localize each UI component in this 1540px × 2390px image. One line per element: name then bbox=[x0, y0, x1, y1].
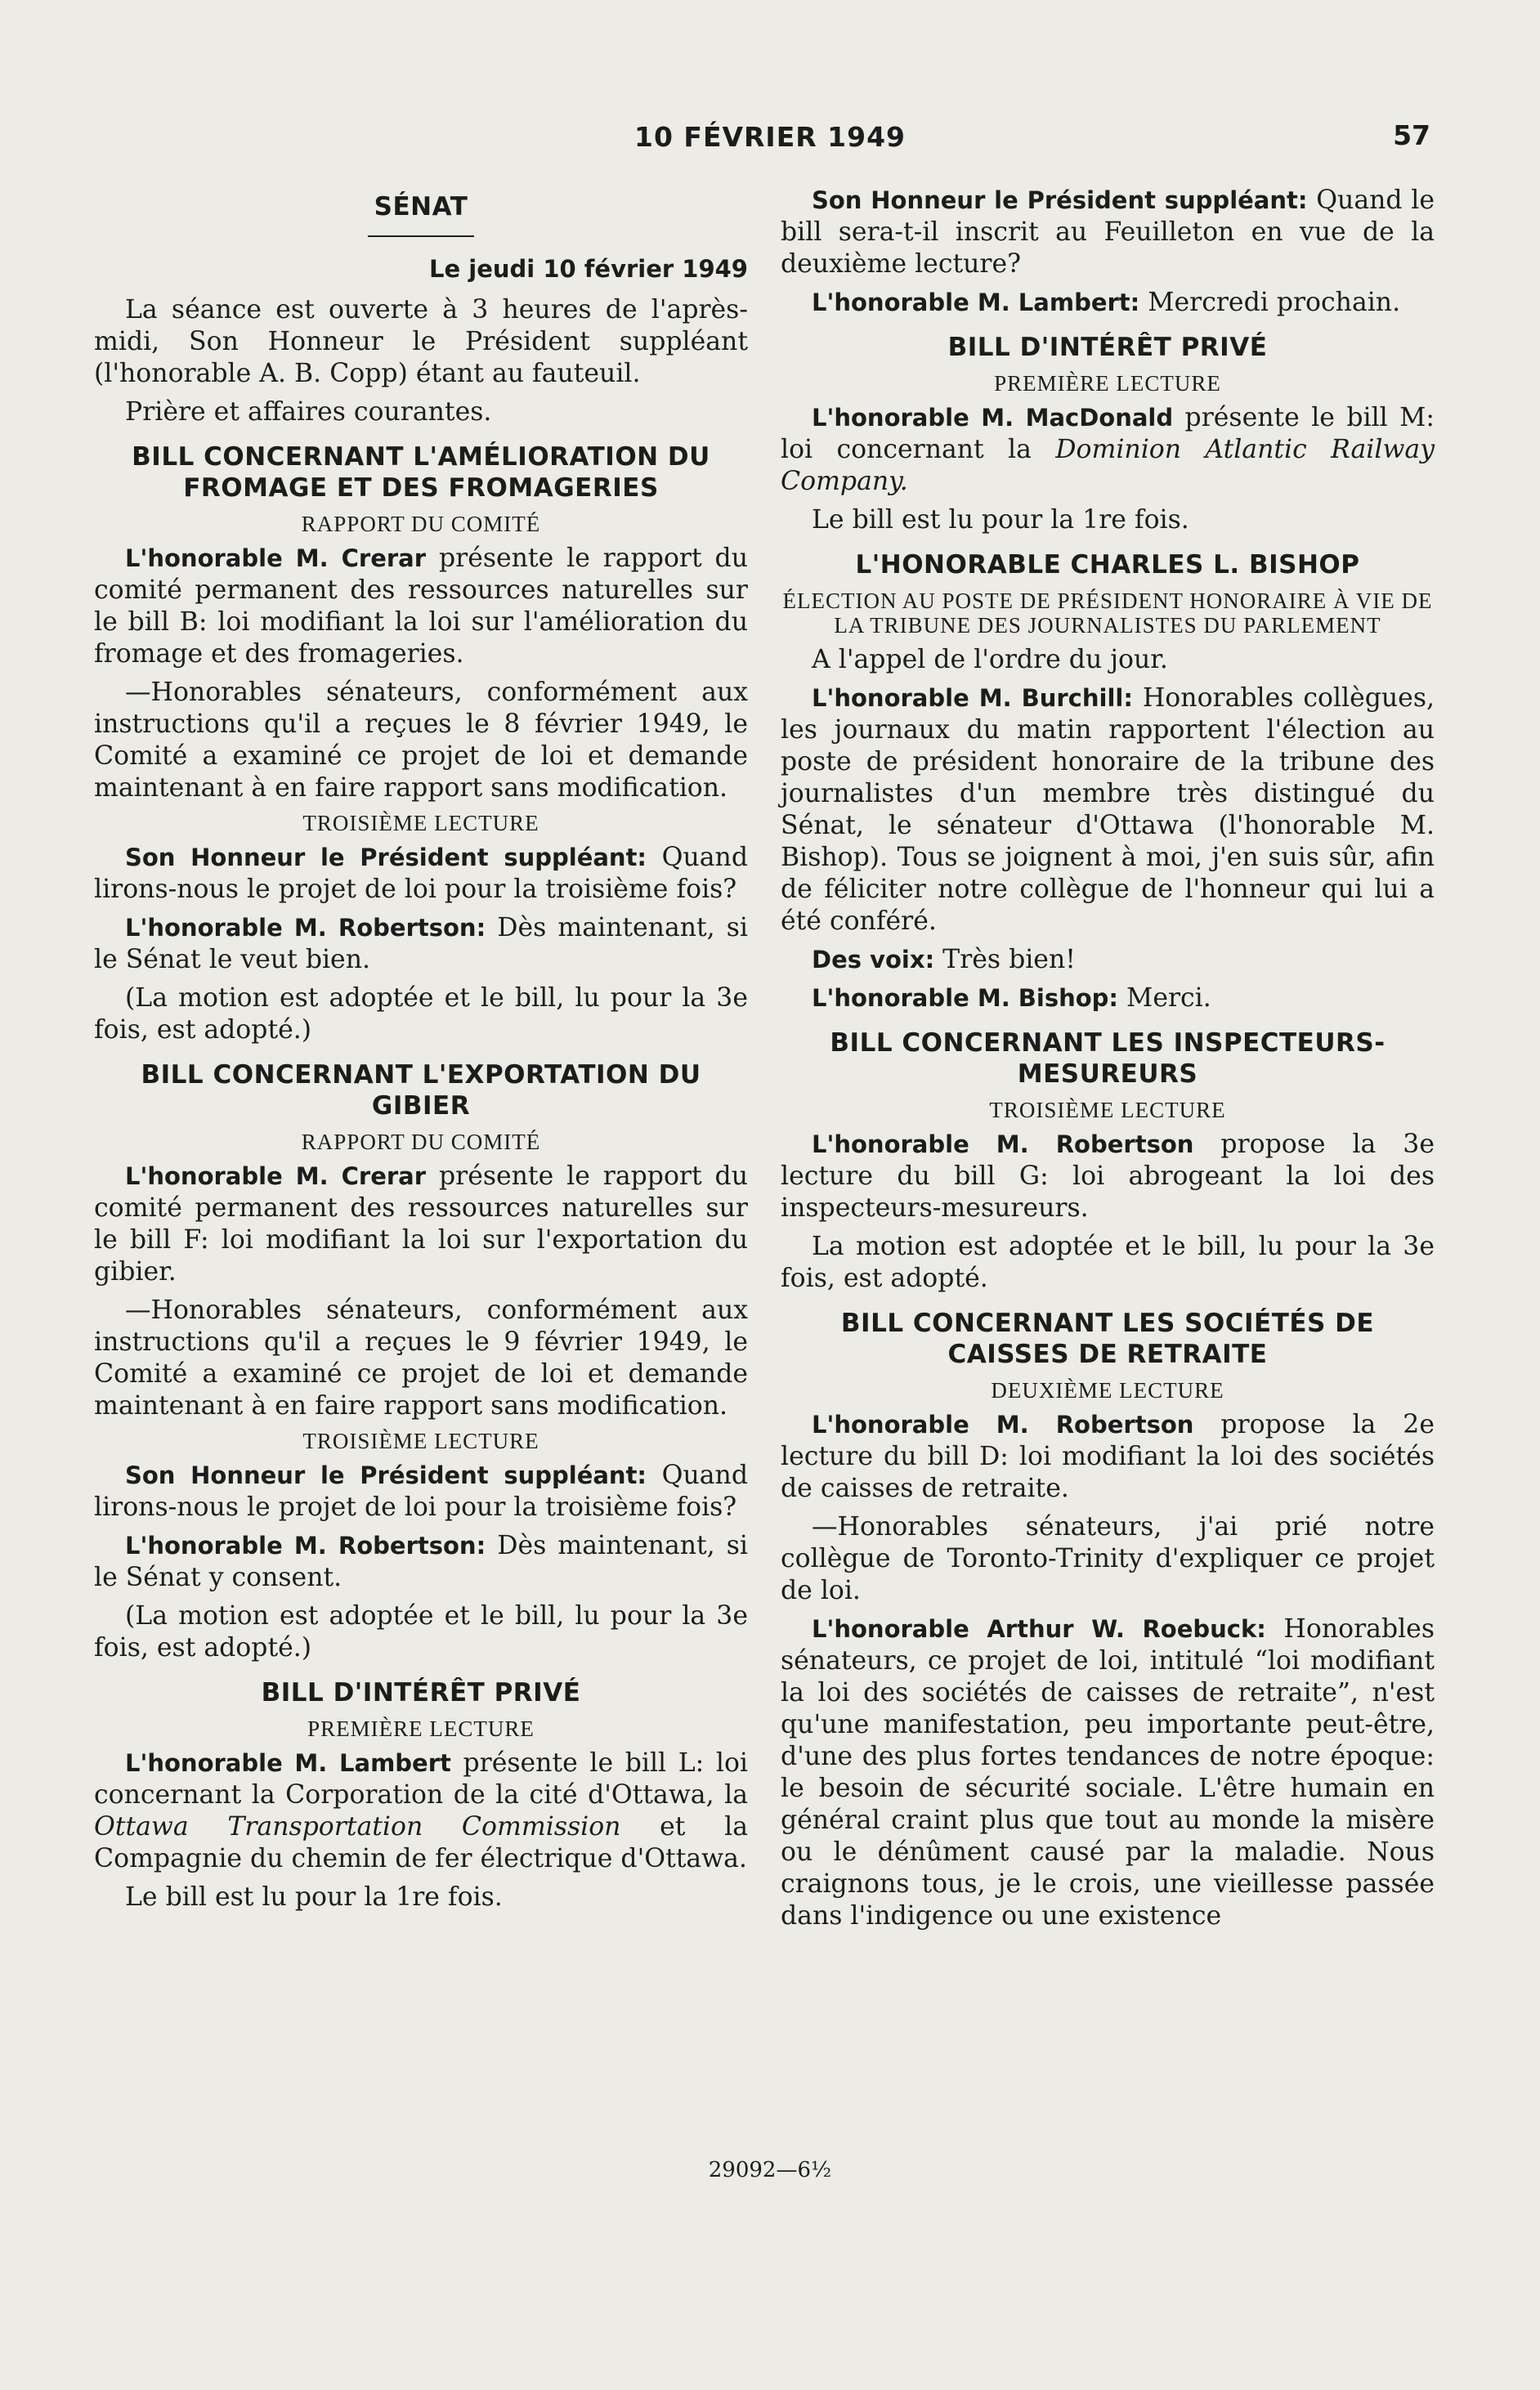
section-heading-interet-prive: BILL D'INTÉRÊT PRIVÉ bbox=[261, 1678, 581, 1707]
subheading: TROISIÈME LECTURE bbox=[989, 1098, 1226, 1122]
subheading: RAPPORT DU COMITÉ bbox=[301, 1130, 541, 1154]
speech-paragraph bbox=[781, 944, 1435, 976]
speaker: L'honorable M. Bishop: bbox=[812, 984, 1119, 1012]
speaker: L'honorable M. Crerar bbox=[125, 544, 427, 572]
speaker: L'honorable M. Robertson bbox=[812, 1130, 1194, 1158]
speech-paragraph bbox=[781, 1129, 1435, 1224]
speech-text: Mercredi prochain. bbox=[1139, 288, 1401, 317]
speech-paragraph bbox=[94, 1748, 748, 1875]
speaker: L'honorable M. Lambert: bbox=[812, 289, 1140, 316]
subheading: TROISIÈME LECTURE bbox=[302, 1429, 539, 1453]
section-heading-gibier: BILL CONCERNANT L'EXPORTATION DU GIBIER bbox=[141, 1060, 701, 1121]
subheading: TROISIÈME LECTURE bbox=[302, 811, 539, 835]
speaker: Son Honneur le Président suppléant: bbox=[812, 186, 1308, 214]
opening-paragraph: La séance est ouverte à 3 heures de l'après-midi, Son Honneur le Président suppléant (l'honorable A. B. Copp) étant au fauteuil. bbox=[94, 295, 748, 388]
speech-text: Honorables sénateurs, ce projet de loi, intitulé “loi modifiant la loi des sociétés de caisses de retraite”, n'est qu'une manifestation, peu importante peut-être, d'une des plus fortes tendances de notre époque: le besoin de sécurité sociale. L'être humain en général craint plus que tout au monde la misère ou le dénûment causé par la maladie. Nous craignons tous, je le crois, une vieillesse passée dans l'indigence ou une existence bbox=[781, 1614, 1435, 1931]
speech-text: présente le bill L: loi concernant la Corporation de la cité d'Ottawa, la bbox=[94, 1748, 748, 1810]
subheading: RAPPORT DU COMITÉ bbox=[301, 512, 541, 536]
subheading: PREMIÈRE LECTURE bbox=[994, 371, 1221, 396]
speaker: Des voix: bbox=[812, 946, 935, 973]
speech-text: Quand le bill sera-t-il inscrit au Feuilleton en vue de la deuxième lecture? bbox=[781, 186, 1435, 279]
speech-text: et la Compagnie du chemin de fer électrique d'Ottawa. bbox=[94, 1812, 749, 1873]
section-heading-bishop: L'HONORABLE CHARLES L. BISHOP bbox=[855, 550, 1360, 580]
motion-paragraph: La motion est adoptée et le bill, lu pour la 3e fois, est adopté. bbox=[781, 1232, 1435, 1293]
speech-text: Merci. bbox=[1118, 983, 1211, 1013]
senat-heading: SÉNAT bbox=[374, 192, 468, 222]
page-header-date: 10 FÉVRIER 1949 bbox=[633, 121, 906, 153]
speech-text: Quand lirons-nous le projet de loi pour la troisième fois? bbox=[94, 1461, 749, 1522]
motion-paragraph: (La motion est adoptée et le bill, lu pour la 3e fois, est adopté.) bbox=[94, 983, 748, 1045]
speech-paragraph bbox=[94, 1460, 748, 1524]
first-reading-paragraph: Le bill est lu pour la 1re fois. bbox=[812, 505, 1189, 535]
speech-text: présente le bill M: loi concernant la bbox=[781, 403, 1435, 464]
left-column bbox=[94, 185, 748, 1920]
speaker: L'honorable M. Robertson: bbox=[125, 1532, 486, 1560]
speaker: L'honorable M. Lambert bbox=[125, 1749, 451, 1777]
subheading: ÉLECTION AU POSTE DE PRÉSIDENT HONORAIRE À VIE DE LA TRIBUNE DES JOURNALISTES DU PARLEMENT bbox=[782, 589, 1433, 638]
sitting-date: Le jeudi 10 février 1949 bbox=[429, 255, 748, 283]
speech-text: Honorables collègues, les journaux du matin rapportent l'élection au poste de président honoraire de la tribune des journalistes d'un membre très distingué du Sénat, le sénateur d'Ottawa (l'honorable M. Bishop). Tous se joignent à moi, j'en suis sûr, afin de féliciter notre collègue de l'honneur qui lui a été conféré. bbox=[781, 683, 1435, 936]
speech-paragraph: —Honorables sénateurs, conformément aux instructions qu'il a reçues le 9 février 1949, le Comité a examiné ce projet de loi et demande maintenant à en faire rapport sans modification. bbox=[94, 1296, 748, 1421]
speaker: L'honorable M. Crerar bbox=[125, 1162, 427, 1190]
italic-name: Dominion Atlantic Railway Company. bbox=[781, 435, 1435, 496]
speech-paragraph bbox=[94, 543, 748, 670]
speech-text: présente le rapport du comité permanent des ressources naturelles sur le bill B: loi modifiant la loi sur l'amélioration du fromage et des fromageries. bbox=[94, 544, 748, 669]
speech-paragraph bbox=[781, 683, 1435, 938]
speech-paragraph bbox=[94, 1530, 748, 1594]
speech-paragraph bbox=[94, 912, 748, 976]
speaker: L'honorable M. Burchill: bbox=[812, 684, 1133, 712]
right-column bbox=[781, 185, 1435, 1939]
subheading: DEUXIÈME LECTURE bbox=[991, 1378, 1224, 1403]
page-footer-code: 29092—6½ bbox=[708, 2158, 832, 2182]
section-heading-caisses-retraite: BILL CONCERNANT LES SOCIÉTÉS DE CAISSES DE RETRAITE bbox=[840, 1309, 1375, 1369]
italic-name: Ottawa Transportation Commission bbox=[94, 1812, 621, 1842]
speech-paragraph bbox=[781, 185, 1435, 280]
speech-paragraph bbox=[94, 1161, 748, 1288]
speech-paragraph bbox=[94, 842, 748, 906]
speech-paragraph: —Honorables sénateurs, conformément aux instructions qu'il a reçues le 8 février 1949, le Comité a examiné ce projet de loi et demande maintenant à en faire rapport sans modification. bbox=[94, 678, 748, 803]
speaker: L'honorable M. Robertson bbox=[812, 1411, 1194, 1439]
section-heading-interet-prive: BILL D'INTÉRÊT PRIVÉ bbox=[947, 333, 1268, 362]
speaker: Son Honneur le Président suppléant: bbox=[125, 1461, 647, 1489]
page-number: 57 bbox=[1393, 119, 1430, 151]
speech-paragraph bbox=[781, 402, 1435, 498]
order-paragraph: A l'appel de l'ordre du jour. bbox=[812, 645, 1168, 674]
speech-text: propose la 3e lecture du bill G: loi abrogeant la loi des inspecteurs-mesureurs. bbox=[781, 1130, 1435, 1223]
subheading: PREMIÈRE LECTURE bbox=[307, 1716, 535, 1741]
speech-paragraph bbox=[781, 1613, 1435, 1932]
section-heading-fromage: BILL CONCERNANT L'AMÉLIORATION DU FROMAGE ET DES FROMAGERIES bbox=[132, 442, 710, 503]
speech-text: Dès maintenant, si le Sénat le veut bien. bbox=[94, 913, 748, 974]
speaker: Son Honneur le Président suppléant: bbox=[125, 844, 647, 871]
speaker: L'honorable Arthur W. Roebuck: bbox=[812, 1615, 1266, 1643]
section-heading-inspecteurs: BILL CONCERNANT LES INSPECTEURS-MESUREURS bbox=[830, 1028, 1386, 1089]
speaker: L'honorable M. MacDonald bbox=[812, 404, 1174, 432]
priere-paragraph: Prière et affaires courantes. bbox=[125, 397, 492, 427]
speech-paragraph bbox=[781, 287, 1435, 319]
speech-paragraph bbox=[781, 1409, 1435, 1505]
motion-paragraph: (La motion est adoptée et le bill, lu pour la 3e fois, est adopté.) bbox=[94, 1601, 748, 1663]
speech-text: Très bien! bbox=[934, 945, 1076, 974]
speech-text: présente le rapport du comité permanent des ressources naturelles sur le bill F: loi modifiant la loi sur l'exportation du gibier. bbox=[94, 1161, 748, 1287]
first-reading-paragraph: Le bill est lu pour la 1re fois. bbox=[125, 1882, 503, 1912]
speech-paragraph bbox=[781, 982, 1435, 1014]
speaker: L'honorable M. Robertson: bbox=[125, 914, 486, 942]
speech-paragraph: —Honorables sénateurs, j'ai prié notre collègue de Toronto-Trinity d'expliquer ce projet de loi. bbox=[781, 1512, 1435, 1605]
speech-text: Dès maintenant, si le Sénat y consent. bbox=[94, 1531, 748, 1592]
speech-text: Quand lirons-nous le projet de loi pour la troisième fois? bbox=[94, 843, 749, 904]
heading-rule bbox=[368, 235, 474, 237]
speech-text: propose la 2e lecture du bill D: loi modifiant la loi des sociétés de caisses de retraite. bbox=[781, 1410, 1435, 1503]
